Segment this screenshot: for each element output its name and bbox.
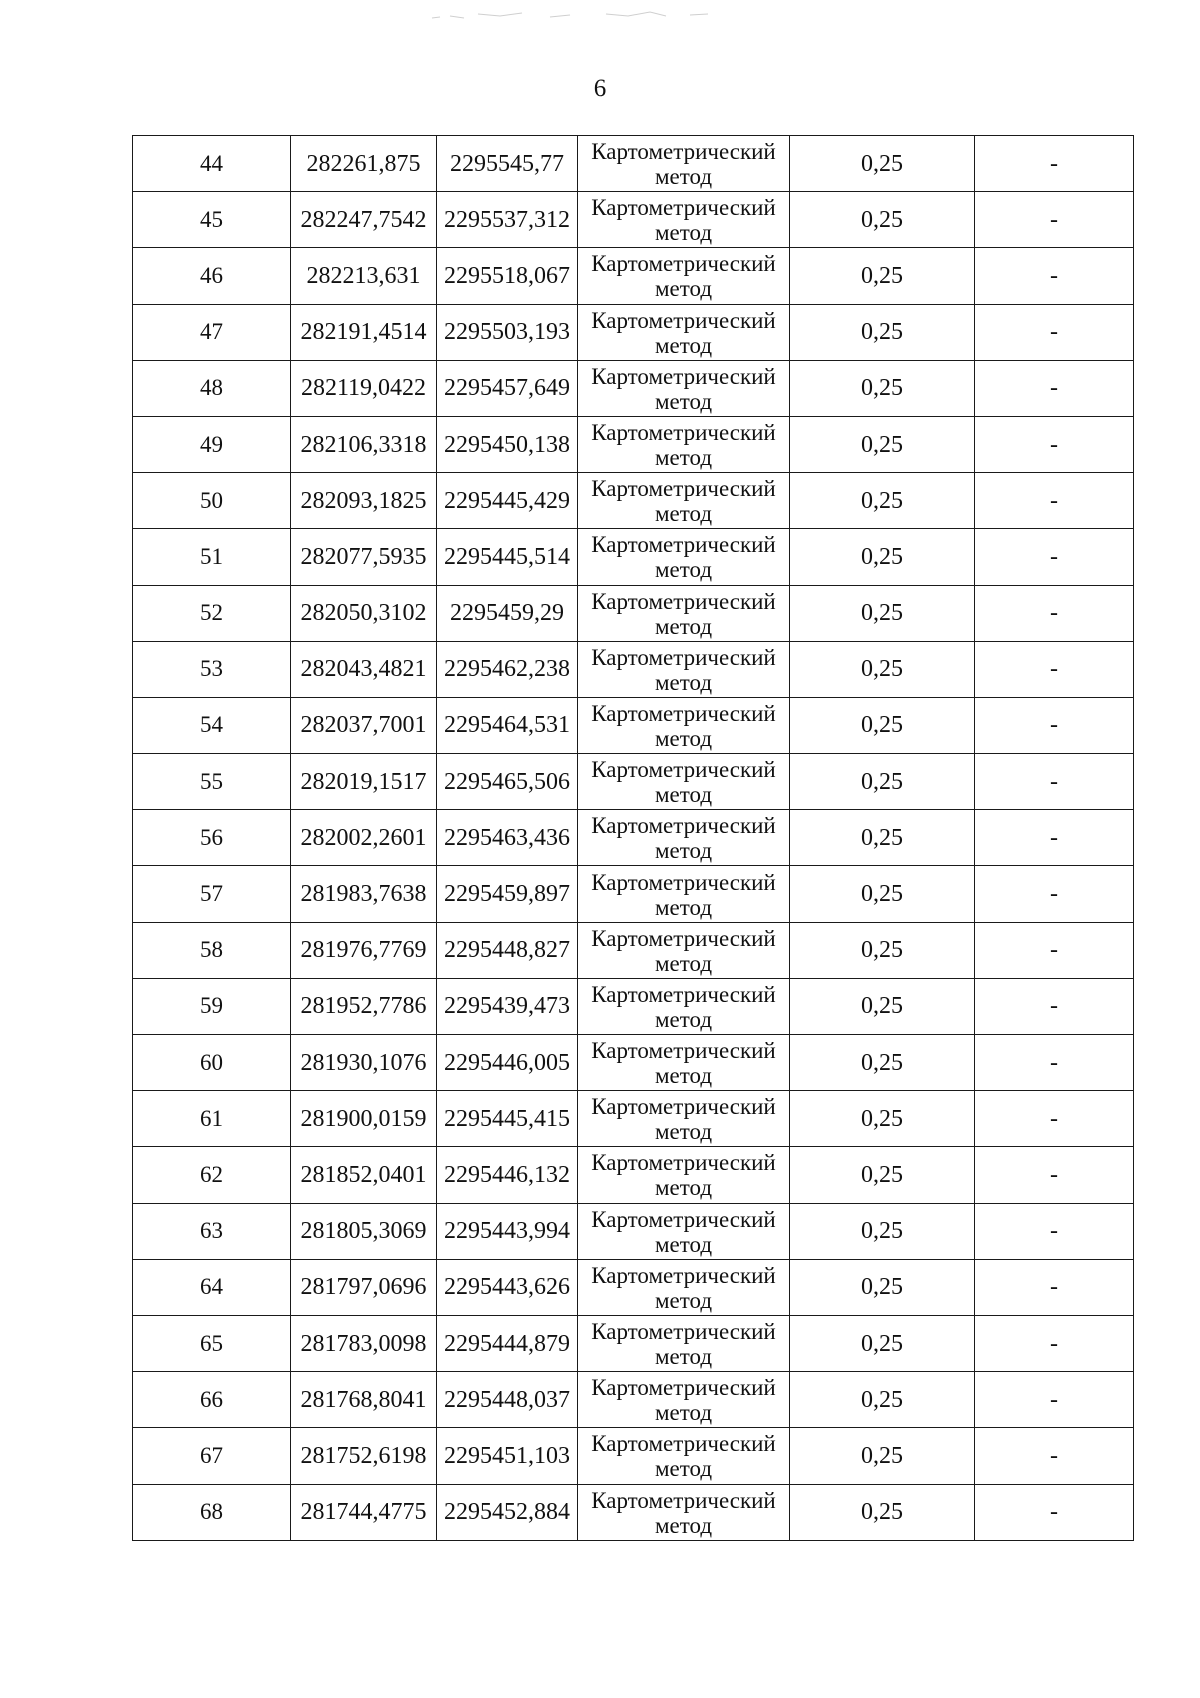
note-cell: - bbox=[975, 192, 1134, 248]
coordinate-y-cell: 2295537,312 bbox=[437, 192, 578, 248]
coordinate-x-cell: 281852,0401 bbox=[291, 1147, 437, 1203]
method-cell bbox=[578, 697, 790, 753]
method-text-line1: Картометрический bbox=[591, 251, 776, 277]
point-number-cell: 49 bbox=[133, 416, 291, 472]
note-cell: - bbox=[975, 1428, 1134, 1484]
table-row bbox=[133, 416, 1134, 472]
table-row bbox=[133, 1428, 1134, 1484]
coordinate-y-cell: 2295451,103 bbox=[437, 1428, 578, 1484]
point-number-cell: 55 bbox=[133, 754, 291, 810]
coordinate-x-cell: 281983,7638 bbox=[291, 866, 437, 922]
method-text-line1: Картометрический bbox=[591, 139, 776, 165]
coordinate-y-cell: 2295448,827 bbox=[437, 922, 578, 978]
accuracy-cell: 0,25 bbox=[790, 1259, 975, 1315]
coordinate-x-cell: 282093,1825 bbox=[291, 473, 437, 529]
coordinate-y-cell: 2295443,994 bbox=[437, 1203, 578, 1259]
method-cell bbox=[578, 1203, 790, 1259]
coordinate-y-cell: 2295448,037 bbox=[437, 1372, 578, 1428]
point-number-cell: 68 bbox=[133, 1484, 291, 1540]
coordinate-x-cell: 282261,875 bbox=[291, 136, 437, 192]
method-cell bbox=[578, 1315, 790, 1371]
note-cell: - bbox=[975, 1315, 1134, 1371]
coordinate-y-cell: 2295462,238 bbox=[437, 641, 578, 697]
coordinate-x-cell: 282191,4514 bbox=[291, 304, 437, 360]
method-cell bbox=[578, 585, 790, 641]
accuracy-cell: 0,25 bbox=[790, 304, 975, 360]
method-text-line2: метод bbox=[654, 1400, 713, 1426]
accuracy-cell: 0,25 bbox=[790, 1484, 975, 1540]
point-number-cell: 46 bbox=[133, 248, 291, 304]
point-number-cell: 67 bbox=[133, 1428, 291, 1484]
accuracy-cell: 0,25 bbox=[790, 529, 975, 585]
method-text-line2: метод bbox=[654, 164, 713, 190]
accuracy-cell: 0,25 bbox=[790, 697, 975, 753]
method-text-line1: Картометрический bbox=[591, 813, 776, 839]
point-number-cell: 52 bbox=[133, 585, 291, 641]
accuracy-cell: 0,25 bbox=[790, 248, 975, 304]
method-cell bbox=[578, 473, 790, 529]
accuracy-cell: 0,25 bbox=[790, 1147, 975, 1203]
method-cell bbox=[578, 1428, 790, 1484]
table-row bbox=[133, 529, 1134, 585]
note-cell: - bbox=[975, 1484, 1134, 1540]
coordinate-y-cell: 2295457,649 bbox=[437, 360, 578, 416]
coordinate-y-cell: 2295459,29 bbox=[437, 585, 578, 641]
note-cell: - bbox=[975, 1203, 1134, 1259]
point-number-cell: 56 bbox=[133, 810, 291, 866]
table-row bbox=[133, 585, 1134, 641]
method-text-line2: метод bbox=[654, 332, 713, 358]
table-row bbox=[133, 304, 1134, 360]
method-text-line1: Картометрический bbox=[591, 1094, 776, 1120]
accuracy-cell: 0,25 bbox=[790, 1091, 975, 1147]
method-text-line2: метод bbox=[654, 501, 713, 527]
note-cell: - bbox=[975, 866, 1134, 922]
method-text-line1: Картометрический bbox=[591, 195, 776, 221]
note-cell: - bbox=[975, 922, 1134, 978]
note-cell: - bbox=[975, 1259, 1134, 1315]
method-text-line2: метод bbox=[654, 445, 713, 471]
method-text-line1: Картометрический bbox=[591, 1262, 776, 1288]
table-row bbox=[133, 810, 1134, 866]
method-cell bbox=[578, 1091, 790, 1147]
coordinate-y-cell: 2295445,415 bbox=[437, 1091, 578, 1147]
coordinate-y-cell: 2295545,77 bbox=[437, 136, 578, 192]
accuracy-cell: 0,25 bbox=[790, 192, 975, 248]
method-text-line1: Картометрический bbox=[591, 1431, 776, 1457]
accuracy-cell: 0,25 bbox=[790, 641, 975, 697]
coordinate-x-cell: 281797,0696 bbox=[291, 1259, 437, 1315]
note-cell: - bbox=[975, 136, 1134, 192]
method-cell bbox=[578, 416, 790, 472]
coordinate-y-cell: 2295465,506 bbox=[437, 754, 578, 810]
method-text-line1: Картометрический bbox=[591, 307, 776, 333]
note-cell: - bbox=[975, 360, 1134, 416]
note-cell: - bbox=[975, 1147, 1134, 1203]
accuracy-cell: 0,25 bbox=[790, 754, 975, 810]
accuracy-cell: 0,25 bbox=[790, 1315, 975, 1371]
method-cell bbox=[578, 754, 790, 810]
method-cell bbox=[578, 192, 790, 248]
method-text-line2: метод bbox=[654, 1063, 713, 1089]
method-cell bbox=[578, 978, 790, 1034]
method-text-line1: Картометрический bbox=[591, 1487, 776, 1513]
note-cell: - bbox=[975, 304, 1134, 360]
method-text-line2: метод bbox=[654, 1344, 713, 1370]
method-cell bbox=[578, 810, 790, 866]
method-text-line2: метод bbox=[654, 1456, 713, 1482]
coordinate-x-cell: 281900,0159 bbox=[291, 1091, 437, 1147]
method-text-line1: Картометрический bbox=[591, 1038, 776, 1064]
note-cell: - bbox=[975, 529, 1134, 585]
table-row bbox=[133, 1315, 1134, 1371]
coordinate-x-cell: 281805,3069 bbox=[291, 1203, 437, 1259]
method-text-line1: Картометрический bbox=[591, 700, 776, 726]
method-text-line2: метод bbox=[654, 557, 713, 583]
point-number-cell: 50 bbox=[133, 473, 291, 529]
method-text-line2: метод bbox=[654, 276, 713, 302]
accuracy-cell: 0,25 bbox=[790, 360, 975, 416]
note-cell: - bbox=[975, 754, 1134, 810]
table-row bbox=[133, 248, 1134, 304]
accuracy-cell: 0,25 bbox=[790, 1428, 975, 1484]
point-number-cell: 63 bbox=[133, 1203, 291, 1259]
point-number-cell: 58 bbox=[133, 922, 291, 978]
accuracy-cell: 0,25 bbox=[790, 1035, 975, 1091]
method-text-line2: метод bbox=[654, 388, 713, 414]
coordinate-x-cell: 282037,7001 bbox=[291, 697, 437, 753]
point-number-cell: 61 bbox=[133, 1091, 291, 1147]
table-row bbox=[133, 922, 1134, 978]
point-number-cell: 65 bbox=[133, 1315, 291, 1371]
method-cell bbox=[578, 641, 790, 697]
table-row bbox=[133, 1091, 1134, 1147]
coordinate-x-cell: 282247,7542 bbox=[291, 192, 437, 248]
method-cell bbox=[578, 1372, 790, 1428]
method-text-line2: метод bbox=[654, 1287, 713, 1313]
table-row bbox=[133, 1259, 1134, 1315]
coordinate-y-cell: 2295444,879 bbox=[437, 1315, 578, 1371]
coordinate-x-cell: 281768,8041 bbox=[291, 1372, 437, 1428]
note-cell: - bbox=[975, 978, 1134, 1034]
method-cell bbox=[578, 866, 790, 922]
point-number-cell: 48 bbox=[133, 360, 291, 416]
point-number-cell: 51 bbox=[133, 529, 291, 585]
method-text-line1: Картометрический bbox=[591, 1375, 776, 1401]
method-text-line1: Картометрический bbox=[591, 981, 776, 1007]
coordinate-x-cell: 282106,3318 bbox=[291, 416, 437, 472]
note-cell: - bbox=[975, 641, 1134, 697]
method-text-line1: Картометрический bbox=[591, 588, 776, 614]
coordinate-y-cell: 2295503,193 bbox=[437, 304, 578, 360]
method-text-line2: метод bbox=[654, 1231, 713, 1257]
method-text-line1: Картометрический bbox=[591, 1150, 776, 1176]
coordinate-y-cell: 2295446,132 bbox=[437, 1147, 578, 1203]
coordinate-x-cell: 282043,4821 bbox=[291, 641, 437, 697]
method-text-line2: метод bbox=[654, 950, 713, 976]
method-cell bbox=[578, 529, 790, 585]
table-row bbox=[133, 360, 1134, 416]
accuracy-cell: 0,25 bbox=[790, 866, 975, 922]
table-row bbox=[133, 1147, 1134, 1203]
coordinate-x-cell: 281930,1076 bbox=[291, 1035, 437, 1091]
method-text-line2: метод bbox=[654, 894, 713, 920]
method-text-line2: метод bbox=[654, 838, 713, 864]
table-row bbox=[133, 754, 1134, 810]
method-text-line2: метод bbox=[654, 1119, 713, 1145]
method-text-line1: Картометрический bbox=[591, 420, 776, 446]
table-row bbox=[133, 641, 1134, 697]
method-text-line2: метод bbox=[654, 1512, 713, 1538]
table-row bbox=[133, 1372, 1134, 1428]
method-cell bbox=[578, 304, 790, 360]
method-cell bbox=[578, 360, 790, 416]
method-cell bbox=[578, 1259, 790, 1315]
note-cell: - bbox=[975, 248, 1134, 304]
point-number-cell: 59 bbox=[133, 978, 291, 1034]
accuracy-cell: 0,25 bbox=[790, 473, 975, 529]
coordinate-x-cell: 281752,6198 bbox=[291, 1428, 437, 1484]
table-row bbox=[133, 1035, 1134, 1091]
method-text-line2: метод bbox=[654, 613, 713, 639]
coordinate-x-cell: 281744,4775 bbox=[291, 1484, 437, 1540]
table-row bbox=[133, 978, 1134, 1034]
accuracy-cell: 0,25 bbox=[790, 810, 975, 866]
coordinate-x-cell: 282213,631 bbox=[291, 248, 437, 304]
point-number-cell: 60 bbox=[133, 1035, 291, 1091]
method-text-line1: Картометрический bbox=[591, 757, 776, 783]
table-row bbox=[133, 473, 1134, 529]
coordinate-y-cell: 2295445,429 bbox=[437, 473, 578, 529]
method-text-line2: метод bbox=[654, 782, 713, 808]
accuracy-cell: 0,25 bbox=[790, 136, 975, 192]
accuracy-cell: 0,25 bbox=[790, 585, 975, 641]
accuracy-cell: 0,25 bbox=[790, 1372, 975, 1428]
coordinate-y-cell: 2295439,473 bbox=[437, 978, 578, 1034]
method-text-line1: Картометрический bbox=[591, 532, 776, 558]
method-cell bbox=[578, 136, 790, 192]
note-cell: - bbox=[975, 473, 1134, 529]
coordinate-x-cell: 281783,0098 bbox=[291, 1315, 437, 1371]
method-text-line2: метод bbox=[654, 220, 713, 246]
method-text-line1: Картометрический bbox=[591, 363, 776, 389]
coordinate-y-cell: 2295463,436 bbox=[437, 810, 578, 866]
point-number-cell: 47 bbox=[133, 304, 291, 360]
method-cell bbox=[578, 1035, 790, 1091]
method-cell bbox=[578, 922, 790, 978]
coordinate-y-cell: 2295443,626 bbox=[437, 1259, 578, 1315]
method-text-line1: Картометрический bbox=[591, 925, 776, 951]
table-row bbox=[133, 1484, 1134, 1540]
method-cell bbox=[578, 1484, 790, 1540]
method-text-line2: метод bbox=[654, 669, 713, 695]
coordinate-x-cell: 282019,1517 bbox=[291, 754, 437, 810]
coordinate-y-cell: 2295450,138 bbox=[437, 416, 578, 472]
coordinate-x-cell: 282002,2601 bbox=[291, 810, 437, 866]
coordinate-y-cell: 2295459,897 bbox=[437, 866, 578, 922]
coordinate-x-cell: 282077,5935 bbox=[291, 529, 437, 585]
accuracy-cell: 0,25 bbox=[790, 922, 975, 978]
coordinate-x-cell: 281952,7786 bbox=[291, 978, 437, 1034]
coordinate-x-cell: 281976,7769 bbox=[291, 922, 437, 978]
table-row bbox=[133, 697, 1134, 753]
point-number-cell: 57 bbox=[133, 866, 291, 922]
point-number-cell: 54 bbox=[133, 697, 291, 753]
coordinate-y-cell: 2295452,884 bbox=[437, 1484, 578, 1540]
method-cell bbox=[578, 248, 790, 304]
method-text-line1: Картометрический bbox=[591, 869, 776, 895]
scan-noise-mark bbox=[430, 4, 750, 26]
method-text-line1: Картометрический bbox=[591, 1319, 776, 1345]
accuracy-cell: 0,25 bbox=[790, 416, 975, 472]
method-text-line2: метод bbox=[654, 1006, 713, 1032]
method-text-line1: Картометрический bbox=[591, 1206, 776, 1232]
point-number-cell: 45 bbox=[133, 192, 291, 248]
note-cell: - bbox=[975, 697, 1134, 753]
note-cell: - bbox=[975, 1372, 1134, 1428]
note-cell: - bbox=[975, 1091, 1134, 1147]
point-number-cell: 44 bbox=[133, 136, 291, 192]
note-cell: - bbox=[975, 416, 1134, 472]
coordinate-x-cell: 282050,3102 bbox=[291, 585, 437, 641]
method-cell bbox=[578, 1147, 790, 1203]
coordinate-x-cell: 282119,0422 bbox=[291, 360, 437, 416]
table-body bbox=[133, 136, 1134, 1541]
table-row bbox=[133, 866, 1134, 922]
point-number-cell: 64 bbox=[133, 1259, 291, 1315]
table-row bbox=[133, 1203, 1134, 1259]
coordinate-y-cell: 2295445,514 bbox=[437, 529, 578, 585]
coordinate-y-cell: 2295446,005 bbox=[437, 1035, 578, 1091]
point-number-cell: 66 bbox=[133, 1372, 291, 1428]
method-text-line1: Картометрический bbox=[591, 644, 776, 670]
method-text-line2: метод bbox=[654, 725, 713, 751]
coordinate-y-cell: 2295518,067 bbox=[437, 248, 578, 304]
point-number-cell: 62 bbox=[133, 1147, 291, 1203]
coordinates-table bbox=[132, 135, 1134, 1541]
coordinate-y-cell: 2295464,531 bbox=[437, 697, 578, 753]
method-text-line1: Картометрический bbox=[591, 476, 776, 502]
method-text-line2: метод bbox=[654, 1175, 713, 1201]
table-row bbox=[133, 136, 1134, 192]
page-number: 6 bbox=[593, 75, 607, 102]
note-cell: - bbox=[975, 1035, 1134, 1091]
accuracy-cell: 0,25 bbox=[790, 1203, 975, 1259]
note-cell: - bbox=[975, 585, 1134, 641]
note-cell: - bbox=[975, 810, 1134, 866]
point-number-cell: 53 bbox=[133, 641, 291, 697]
table-row bbox=[133, 192, 1134, 248]
accuracy-cell: 0,25 bbox=[790, 978, 975, 1034]
